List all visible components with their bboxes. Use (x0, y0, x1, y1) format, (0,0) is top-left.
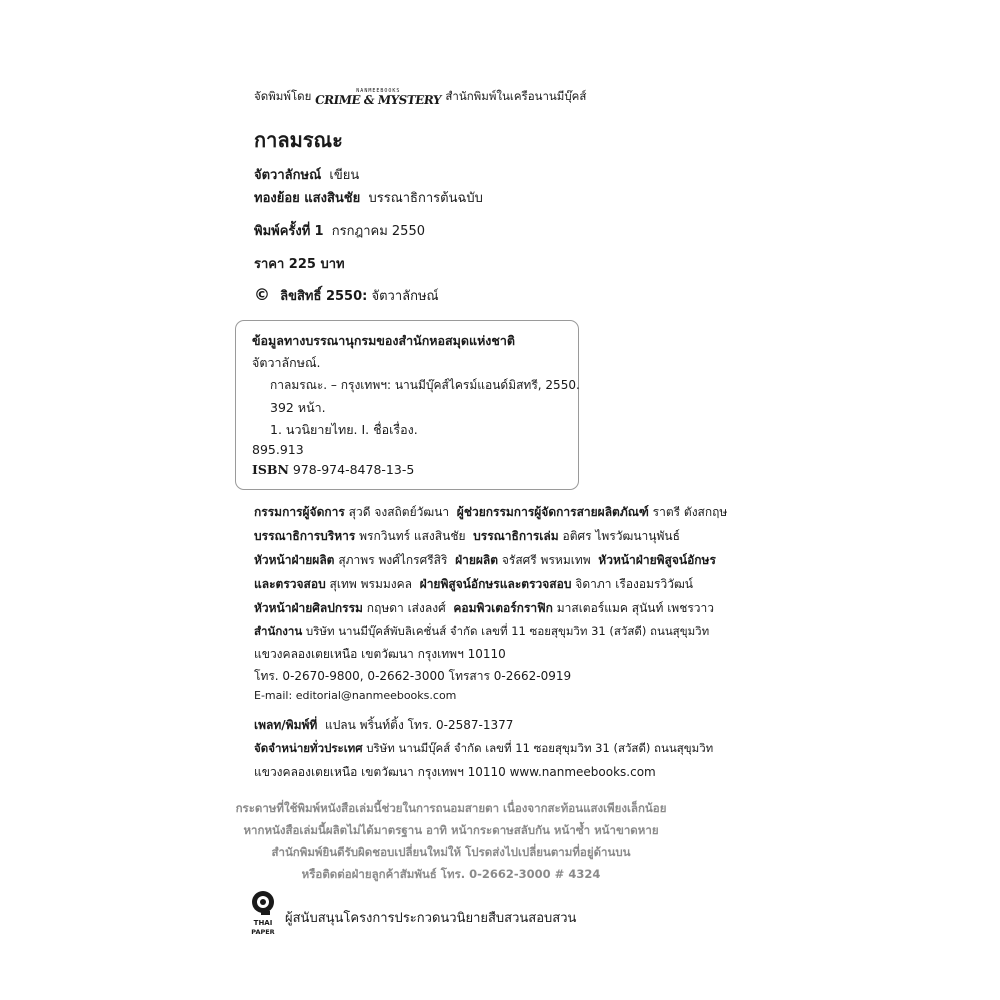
isbn-label: ISBN (252, 462, 289, 477)
isbn-value: 978-974-8478-13-5 (292, 462, 415, 477)
credits-row-5: หัวหน้าฝ่ายศิลปกรรม กฤษดา เส่งลงศ์ คอมพิวเตอร์กราฟิก มาสเตอร์แมค สุนันท์ เพชรวาว (254, 601, 715, 615)
distribution-line: จัดจำหน่ายทั่วประเทศ บริษัท นานมีบุ๊คส์ จำกัด เลขที่ 11 ซอยสุขุมวิท 31 (สวัสดี) ถนนสุขุมวิท (254, 741, 714, 755)
price: ราคา 225 บาท (254, 257, 345, 272)
distribution-line-2: แขวงคลองเตยเหนือ เขตวัฒนา กรุงเทพฯ 10110 www.nanmeebooks.com (254, 765, 656, 779)
published-by-label: จัดพิมพ์โดย (254, 89, 312, 103)
author-line (254, 164, 359, 185)
cip-subjects: 1. นวนิยายไทย. I. ชื่อเรื่อง. (270, 422, 418, 437)
office-address-cont: แขวงคลองเตยเหนือ เขตวัฒนา กรุงเทพฯ 10110 (254, 647, 506, 661)
copyright-label: ลิขสิทธิ์ 2550: (280, 289, 368, 304)
credits-row-3: หัวหน้าฝ่ายผลิต สุภาพร พงศ์ไกรศรีสิริ ฝ่ายผลิต จรัสศรี พรหมเทพ หัวหน้าฝ่ายพิสูจน์อักษร (254, 553, 716, 567)
email: E-mail: editorial@nanmeebooks.com (254, 689, 457, 702)
thai-paper-logo-line1: THAI (253, 919, 273, 927)
publisher-suffix: สำนักพิมพ์ในเครือนานมีบุ๊คส์ (445, 89, 587, 103)
editor-name: ทองย้อย แสงสินชัย (254, 191, 361, 206)
note-line-2: หากหนังสือเล่มนี้ผลิตไม่ได้มาตรฐาน อาทิ หน้ากระดาษสลับกัน หน้าซ้ำ หน้าขาดหาย (243, 823, 659, 837)
author-role: เขียน (329, 168, 360, 183)
copyright-holder: จัตวาลักษณ์ (371, 289, 439, 304)
book-title: กาลมรณะ (254, 128, 343, 152)
edition-date: กรกฎาคม 2550 (331, 224, 425, 239)
editor-line (254, 187, 483, 208)
cip-isbn (252, 462, 414, 477)
cip-imprint: กาลมรณะ. – กรุงเทพฯ: นานมีบุ๊คส์ไครม์แอนด์มิสทรี, 2550. (270, 378, 580, 392)
edition-number: 1 (314, 224, 324, 239)
note-line-3: สำนักพิมพ์ยินดีรับผิดชอบเปลี่ยนใหม่ให้ โปรดส่งไปเปลี่ยนตามที่อยู่ด้านบน (271, 845, 631, 859)
cip-author: จัตวาลักษณ์. (252, 355, 321, 370)
copyright-line (254, 285, 439, 306)
edition-line (254, 220, 425, 241)
crime-mystery-logo: NANMEEBOOKS CRIME & MYSTERY (314, 87, 443, 107)
publisher-header (254, 88, 586, 106)
plate-line: เพลท/พิมพ์ที่ แปลน พริ้นท์ติ้ง โทร. 0-2587-1377 (254, 718, 514, 732)
note-line-1: กระดาษที่ใช้พิมพ์หนังสือเล่มนี้ช่วยในการถนอมสายตา เนื่องจากสะท้อนแสงเพียงเล็กน้อย (235, 801, 667, 815)
phones: โทร. 0-2670-9800, 0-2662-3000 โทรสาร 0-2662-0919 (254, 669, 572, 683)
edition-label: พิมพ์ครั้งที่ (254, 224, 311, 239)
author-name: จัตวาลักษณ์ (254, 168, 322, 183)
thai-paper-sponsor-text: ผู้สนับสนุนโครงการประกวดนวนิยายสืบสวนสอบสวน (285, 911, 577, 926)
credits-row-1: กรรมการผู้จัดการ สุวดี จงสถิตย์วัฒนา ผู้ช่วยกรรมการผู้จัดการสายผลิตภัณฑ์ ราตรี ตังสกฤษ (254, 505, 728, 519)
cip-pages: 392 หน้า. (270, 400, 326, 415)
cip-classification: 895.913 (252, 442, 304, 457)
credits-row-4: และตรวจสอบ สุเทพ พรมมงคล ฝ่ายพิสูจน์อักษรและตรวจสอบ จิดาภา เรืองอมรวิวัฒน์ (254, 577, 694, 591)
copyright-icon: © (254, 285, 270, 304)
editor-role: บรรณาธิการต้นฉบับ (368, 191, 483, 206)
note-line-4: หรือติดต่อฝ่ายลูกค้าสัมพันธ์ โทร. 0-2662-3000 # 4324 (301, 867, 601, 881)
thai-paper-logo-icon (248, 889, 278, 937)
credits-row-6: สำนักงาน บริษัท นานมีบุ๊คส์พับลิเคชั่นส์ จำกัด เลขที่ 11 ซอยสุขุมวิท 31 (สวัสดี) ถนนสุขุมวิท (254, 624, 710, 638)
credits-row-2: บรรณาธิการบริหาร พรกวินทร์ แสงสินชัย บรรณาธิการเล่ม อติศร ไพรวัฒนานุพันธ์ (254, 529, 680, 543)
thai-paper-logo-line2: PAPER (251, 928, 275, 936)
cip-box (235, 320, 579, 490)
cip-heading: ข้อมูลทางบรรณานุกรมของสำนักหอสมุดแห่งชาติ (252, 333, 516, 348)
